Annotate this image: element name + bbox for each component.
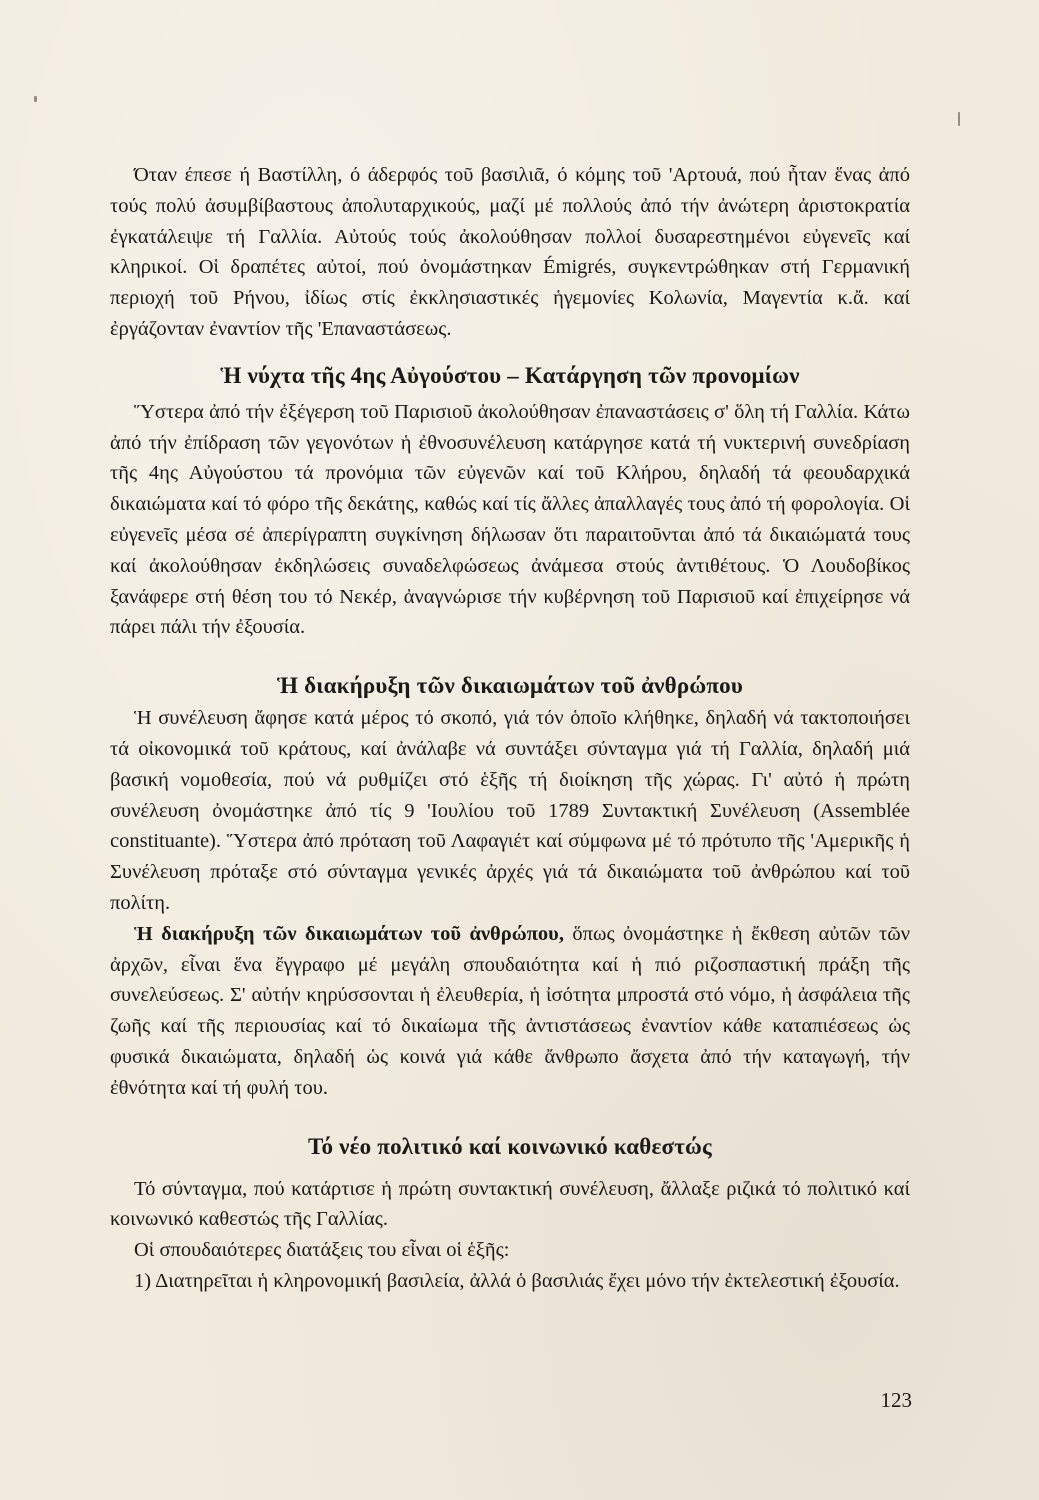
page-text (110, 160, 910, 1297)
regime-list-item-1: 1) Διατηρεῖται ἡ κληρονομική βασιλεία, ἀλλά ὁ βασιλιάς ἔχει μόνο τήν ἐκτελεστική ἐξουσία. (134, 1269, 900, 1292)
print-speck (34, 96, 37, 102)
intro-paragraph: Όταν έπεσε ή Βαστίλλη, ό άδερφός τοῦ βασιλιᾶ, ό κόμης τοῦ 'Αρτουά, πού ἦταν ἕνας ἀπό τούς πολύ ἀσυμβίβαστους ἀπολυταρχικούς, μαζί μέ πολλούς ἀπό τήν ἀνώτερη ἀριστοκρατία ἐγκατάλειψε τή Γαλλία. Αὐτούς τούς ἀκολούθησαν πολλοί δυσαρεστημένοι εὐγενεῖς καί κληρικοί. Οἱ δραπέτες αὐτοί, πού ὀνομάστηκαν Émigrés, συγκεντρώθηκαν στή Γερμανική περιοχή τοῦ Ρήνου, ἰδίως στίς ἐκκλησιαστικές ἡγεμονίες Κολωνία, Μαγεντία κ.ἄ. καί ἐργάζονταν ἐναντίον τῆς 'Επαναστάσεως. (110, 164, 910, 340)
section-heading-new-regime: Τό νέο πολιτικό καί κοινωνικό καθεστώς (308, 1133, 712, 1159)
declaration-bold-term: Ἡ διακήρυξη τῶν δικαιωμάτων τοῦ ἀνθρώπου, (134, 922, 564, 945)
print-speck (958, 112, 960, 126)
page-number: 123 (880, 1388, 912, 1412)
night-of-august-4-paragraph: Ὕστερα ἀπό τήν ἐξέγερση τοῦ Παρισιοῦ ἀκολούθησαν ἐπαναστάσεις σ' ὅλη τή Γαλλία. Κάτω ἀπό τήν ἐπίδραση τῶν γεγονότων ἡ ἐθνοσυνέλευση κατάργησε κατά τή νυκτερινή συνεδρίαση τῆς 4ης Αὐγούστου τά προνόμια τῶν εὐγενῶν καί τοῦ Κλήρου, δηλαδή τά φεουδαρχικά δικαιώματα καί τό φόρο τῆς δεκάτης, καθώς καί τίς ἄλλες ἀπαλλαγές τους ἀπό τή φορολογία. Οἱ εὐγενεῖς μέσα σέ ἀπερίγραπτη συγκίνηση δήλωσαν ὅτι παραιτοῦνται ἀπό τά δικαιώματά τους καί ἀκολούθησαν ἐκδηλώσεις συναδελφώσεως ἀνάμεσα στούς ἀντιθέτους. Ὁ Λουδοβίκος ξανάφερε στή θέση του τό Νεκέρ, ἀναγνώρισε τήν κυβέρνηση τοῦ Παρισιοῦ καί ἐπιχείρησε νά πάρει πάλι τήν ἐξουσία. (110, 400, 910, 639)
declaration-paragraph-2-rest: ὅπως ὀνομάστηκε ἡ ἔκθεση αὐτῶν τῶν ἀρχῶν, εἶναι ἕνα ἔγγραφο μέ μεγάλη σπουδαιότητα καί ἡ πιό ριζοσπαστική πράξη τῆς συνελεύσεως. Σ' αὐτήν κηρύσσονται ἡ ἐλευθερία, ἡ ἰσότητα μπροστά στό νόμο, ἡ ἀσφάλεια τῆς ζωῆς καί τῆς περιουσίας καί τό δικαίωμα τῆς ἀντιστάσεως ἐναντίον κάθε καταπιέσεως ὡς φυσικά δικαιώματα, δηλαδή ὡς κοινά γιά κάθε ἄνθρωπο ἄσχετα ἀπό τήν καταγωγή, τήν ἐθνότητα καί τή φυλή του. (110, 922, 910, 1099)
regime-paragraph-1: Τό σύνταγμα, πού κατάρτισε ἡ πρώτη συντακτική συνέλευση, ἄλλαξε ριζικά τό πολιτικό καί κοινωνικό καθεστώς τῆς Γαλλίας. (110, 1177, 910, 1231)
section-heading-night-of-august-4: Ἡ νύχτα τῆς 4ης Αὐγούστου – Κατάργηση τῶν προνομίων (220, 362, 800, 388)
declaration-paragraph-2 (110, 919, 910, 1104)
declaration-paragraph-1: Ἡ συνέλευση ἄφησε κατά μέρος τό σκοπό, γιά τόν ὁποῖο κλήθηκε, δηλαδή νά τακτοποιήσει τά οἰκονομικά τοῦ κράτους, καί ἀνάλαβε νά συντάξει σύνταγμα γιά τή Γαλλία, δηλαδή μιά βασική νομοθεσία, πού νά ρυθμίζει στό ἑξῆς τή διοίκηση τῆς χώρας. Γι' αὐτό ἡ πρώτη συνέλευση ὀνομάστηκε ἀπό τίς 9 'Ιουλίου τοῦ 1789 Συντακτική Συνέλευση (Assemblée constituante). Ὕστερα ἀπό πρόταση τοῦ Λαφαγιέτ καί σύμφωνα μέ τό πρότυπο τῆς 'Αμερικῆς ἡ Συνέλευση πρόταξε στό σύνταγμα γενικές ἀρχές γιά τά δικαιώματα τοῦ ἀνθρώπου καί τοῦ πολίτη. (110, 707, 910, 914)
regime-paragraph-2: Οἱ σπουδαιότερες διατάξεις του εἶναι οἱ ἑξῆς: (134, 1239, 510, 1262)
section-heading-declaration-of-rights: Ἡ διακήρυξη τῶν δικαιωμάτων τοῦ ἀνθρώπου (276, 673, 744, 699)
